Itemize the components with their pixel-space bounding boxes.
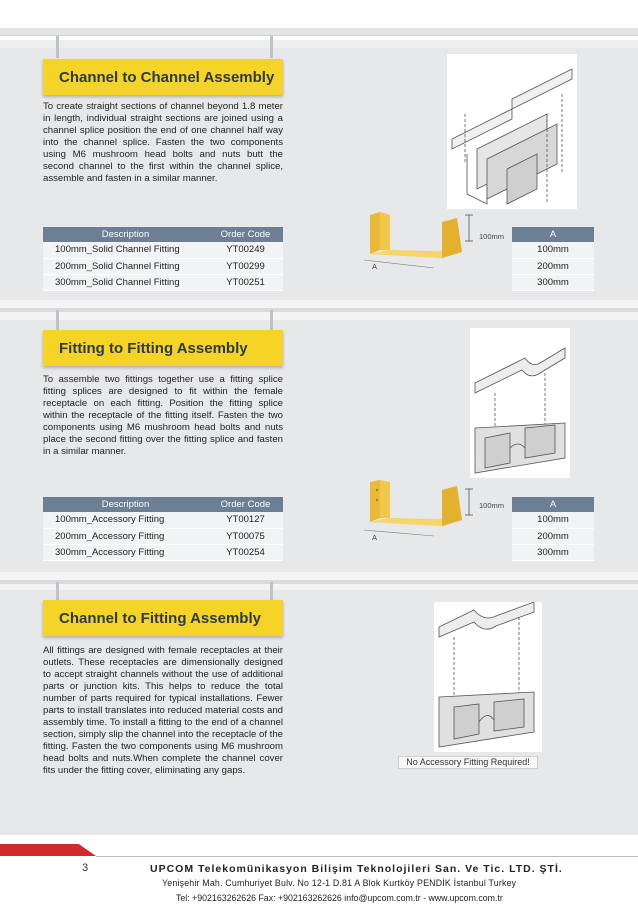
section-title: Fitting to Fitting Assembly [59, 339, 248, 357]
page-number: 3 [82, 862, 89, 874]
description-cell: 200mm_Accessory Fitting [43, 528, 208, 544]
hanger-right [270, 36, 273, 58]
channel-to-fitting-diagram [434, 602, 542, 752]
column-header-order-code: Order Code [208, 227, 283, 242]
hanger-right [270, 310, 273, 330]
dimension-cell: 300mm [512, 544, 594, 560]
table-row [43, 528, 283, 544]
dimension-table [512, 497, 594, 561]
channel-splice-diagram [447, 54, 577, 209]
order-code-table [43, 227, 283, 291]
height-dimension-label: 100mm [479, 501, 505, 510]
height-dimension-label: 100mm [479, 232, 505, 241]
column-header-order-code: Order Code [208, 497, 283, 512]
table-row [43, 544, 283, 560]
dimension-cell: 100mm [512, 512, 594, 528]
table-row [512, 544, 594, 560]
section-title-box [43, 59, 283, 95]
order-code-cell: YT00254 [208, 544, 283, 560]
section-description: All fittings are designed with female receptacles at their outlets. These receptacles are dimensionally designed to accept straight channels without the use of additional parts or junction kits. This helps to reduce the total number of parts required for typical installations. Fewer parts to install translates into reduced material costs and assembly time. To install a fitting to the end of a channel section, simply slip the channel into the receptacle of the fitting. Fasten the two components using M6 mushroom head bolts and nuts.When complete the channel cover fits under the fitting cover, eliminating any gaps. [43, 645, 283, 776]
section-title: Channel to Channel Assembly [59, 68, 275, 86]
hanger-left [56, 36, 59, 58]
description-cell: 200mm_Solid Channel Fitting [43, 258, 208, 274]
section-separator [0, 300, 638, 320]
order-code-cell: YT00251 [208, 274, 283, 290]
table-row [512, 242, 594, 258]
description-cell: 300mm_Accessory Fitting [43, 544, 208, 560]
top-rail-lower [0, 40, 638, 48]
no-accessory-note: No Accessory Fitting Required! [398, 756, 538, 769]
order-code-cell: YT00127 [208, 512, 283, 528]
order-code-table [43, 497, 283, 561]
dimension-cell: 100mm [512, 242, 594, 258]
dimension-cell: 300mm [512, 274, 594, 290]
table-row [43, 258, 283, 274]
order-code-cell: YT00075 [208, 528, 283, 544]
fitting-splice-diagram [470, 328, 570, 478]
table-row [512, 274, 594, 290]
table-row [512, 512, 594, 528]
height-dimension-marker [462, 214, 476, 242]
description-cell: 300mm_Solid Channel Fitting [43, 274, 208, 290]
footer-divider [96, 856, 638, 857]
table-row [43, 274, 283, 290]
section-description: To create straight sections of channel beyond 1.8 meter in length, individual straight sections are joined using a channel splice position the end of one channel half way into the channel splice. Fasten the two components using M6 mushroom head bolts and nuts butt the second channel to the first within the channel splice, assemble and fasten in a similar manner. [43, 101, 283, 184]
section-title: Channel to Fitting Assembly [59, 609, 261, 627]
section-title-box [43, 600, 283, 636]
company-contact: Tel: +902163262626 Fax: +902163262626 info@upcom.com.tr - www.upcom.com.tr [176, 893, 503, 903]
dimension-header: A [512, 227, 594, 242]
section-separator [0, 572, 638, 592]
company-name: UPCOM Telekomünikasyon Bilişim Teknolojileri San. Ve Tic. LTD. ŞTİ. [150, 863, 563, 875]
column-header-description: Description [43, 227, 208, 242]
order-code-cell: YT00299 [208, 258, 283, 274]
accessory-fitting-image [362, 478, 467, 543]
length-dimension-label: A [372, 533, 378, 542]
dimension-cell: 200mm [512, 528, 594, 544]
section-description: To assemble two fittings together use a fitting splice fitting splices are designed to fit within the female receptacle on each fitting. Position the fitting splice within the receptacle of the fitting itself. Fasten the two components using M6 mushroom head bolts and nuts place the second fitting over the fitting splice and fasten in a similar manner. [43, 374, 283, 457]
dimension-header: A [512, 497, 594, 512]
hanger-right [270, 582, 273, 602]
hanger-left [56, 582, 59, 602]
section-title-box [43, 330, 283, 366]
table-row [43, 242, 283, 258]
dimension-cell: 200mm [512, 258, 594, 274]
order-code-cell: YT00249 [208, 242, 283, 258]
hanger-left [56, 310, 59, 330]
solid-channel-fitting-image [362, 210, 467, 275]
table-row [512, 258, 594, 274]
height-dimension-marker [462, 488, 476, 516]
dimension-table [512, 227, 594, 291]
top-strip [0, 0, 638, 28]
length-dimension-label: A [372, 262, 378, 271]
company-address: Yenişehir Mah. Cumhuriyet Bulv. No 12-1 D.81 A Blok Kurtköy PENDİK İstanbul Turkey [162, 878, 517, 888]
description-cell: 100mm_Solid Channel Fitting [43, 242, 208, 258]
column-header-description: Description [43, 497, 208, 512]
table-row [512, 528, 594, 544]
description-cell: 100mm_Accessory Fitting [43, 512, 208, 528]
table-row [43, 512, 283, 528]
top-rail [0, 28, 638, 36]
